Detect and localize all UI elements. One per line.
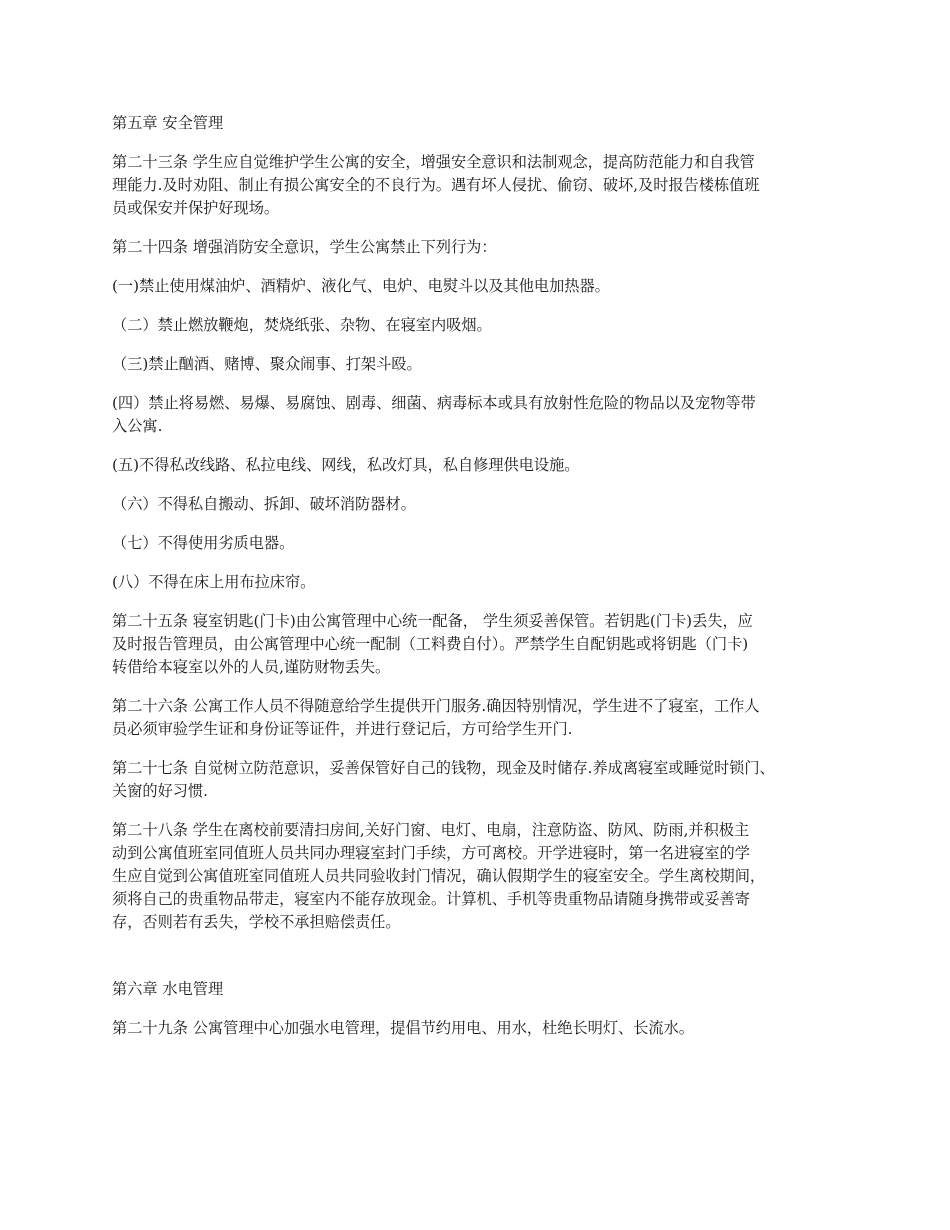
article-26 bbox=[112, 695, 852, 741]
chapter-6-title: 第六章 水电管理 bbox=[112, 980, 224, 998]
article-26-line: 第二十六条 公寓工作人员不得随意给学生提供开门服务.确因特别情况，学生进不了寝室，工作人 bbox=[112, 697, 760, 715]
article-23-line: 理能力.及时劝阻、制止有损公寓安全的不良行为。遇有坏人侵扰、偷窃、破坏,及时报告楼栋值班 bbox=[112, 176, 760, 194]
item-4-line: 入公寓. bbox=[112, 417, 163, 435]
article-24-item-5: (五)不得私改线路、私拉电线、网线，私改灯具，私自修理供电设施。 bbox=[112, 456, 580, 474]
article-28-line: 生应自觉到公寓值班室同值班人员共同验收封门情况，确认假期学生的寝室安全。学生离校期间， bbox=[112, 867, 766, 885]
article-24-item-8: (八）不得在床上用布拉床帘。 bbox=[112, 573, 316, 591]
item-4-line: (四）禁止将易燃、易爆、易腐蚀、剧毒、细菌、病毒标本或具有放射性危险的物品以及宠物等带 bbox=[112, 394, 756, 412]
article-23-line: 员或保安并保护好现场。 bbox=[112, 199, 280, 217]
article-24-item-2: （二）禁止燃放鞭炮，焚烧纸张、杂物、在寝室内吸烟。 bbox=[112, 316, 492, 334]
article-24-item-7: （七）不得使用劣质电器。 bbox=[112, 534, 295, 552]
document-page bbox=[112, 112, 852, 1056]
article-25 bbox=[112, 610, 852, 679]
article-29: 第二十九条 公寓管理中心加强水电管理，提倡节约用电、用水，杜绝长明灯、长流水。 bbox=[112, 1019, 694, 1037]
article-25-line: 第二十五条 寝室钥匙(门卡)由公寓管理中心统一配备， 学生须妥善保管。若钥匙(门卡)丢失，应 bbox=[112, 612, 753, 630]
chapter-5-title: 第五章 安全管理 bbox=[112, 114, 224, 132]
article-27-line: 第二十七条 自觉树立防范意识，妥善保管好自己的钱物，现金及时储存.养成离寝室或睡觉时锁门、 bbox=[112, 759, 775, 777]
article-24-item-1: (一)禁止使用煤油炉、酒精炉、液化气、电炉、电熨斗以及其他电加热器。 bbox=[112, 277, 610, 295]
article-23-line: 第二十三条 学生应自觉维护学生公寓的安全，增强安全意识和法制观念，提高防范能力和自我管 bbox=[112, 153, 755, 171]
article-28-line: 须将自己的贵重物品带走，寝室内不能存放现金。计算机、手机等贵重物品请随身携带或妥善寄 bbox=[112, 890, 750, 908]
article-26-line: 员必须审验学生证和身份证等证件，并进行登记后，方可给学生开门. bbox=[112, 720, 573, 738]
article-24-item-3: （三)禁止酗酒、赌博、聚众闹事、打架斗殴。 bbox=[112, 355, 422, 373]
article-25-line: 及时报告管理员，由公寓管理中心统一配制（工料费自付）。严禁学生自配钥匙或将钥匙（门卡) bbox=[112, 635, 749, 653]
article-28-line: 存，否则若有丢失，学校不承担赔偿责任。 bbox=[112, 913, 401, 931]
article-24-intro: 第二十四条 增强消防安全意识，学生公寓禁止下列行为： bbox=[112, 238, 497, 256]
article-24-item-4 bbox=[112, 392, 852, 438]
article-24-item-6: （六）不得私自搬动、拆卸、破坏消防器材。 bbox=[112, 495, 416, 513]
article-23 bbox=[112, 151, 852, 220]
article-28 bbox=[112, 819, 852, 934]
article-28-line: 动到公寓值班室同值班人员共同办理寝室封门手续，方可离校。开学进寝时，第一名进寝室的学 bbox=[112, 844, 750, 862]
article-27-line: 关窗的好习惯. bbox=[112, 782, 208, 800]
article-27 bbox=[112, 757, 852, 803]
article-28-line: 第二十八条 学生在离校前要清扫房间,关好门窗、电灯、电扇，注意防盗、防风、防雨,并积极主 bbox=[112, 821, 750, 839]
article-25-line: 转借给本寝室以外的人员,谨防财物丢失。 bbox=[112, 658, 391, 676]
